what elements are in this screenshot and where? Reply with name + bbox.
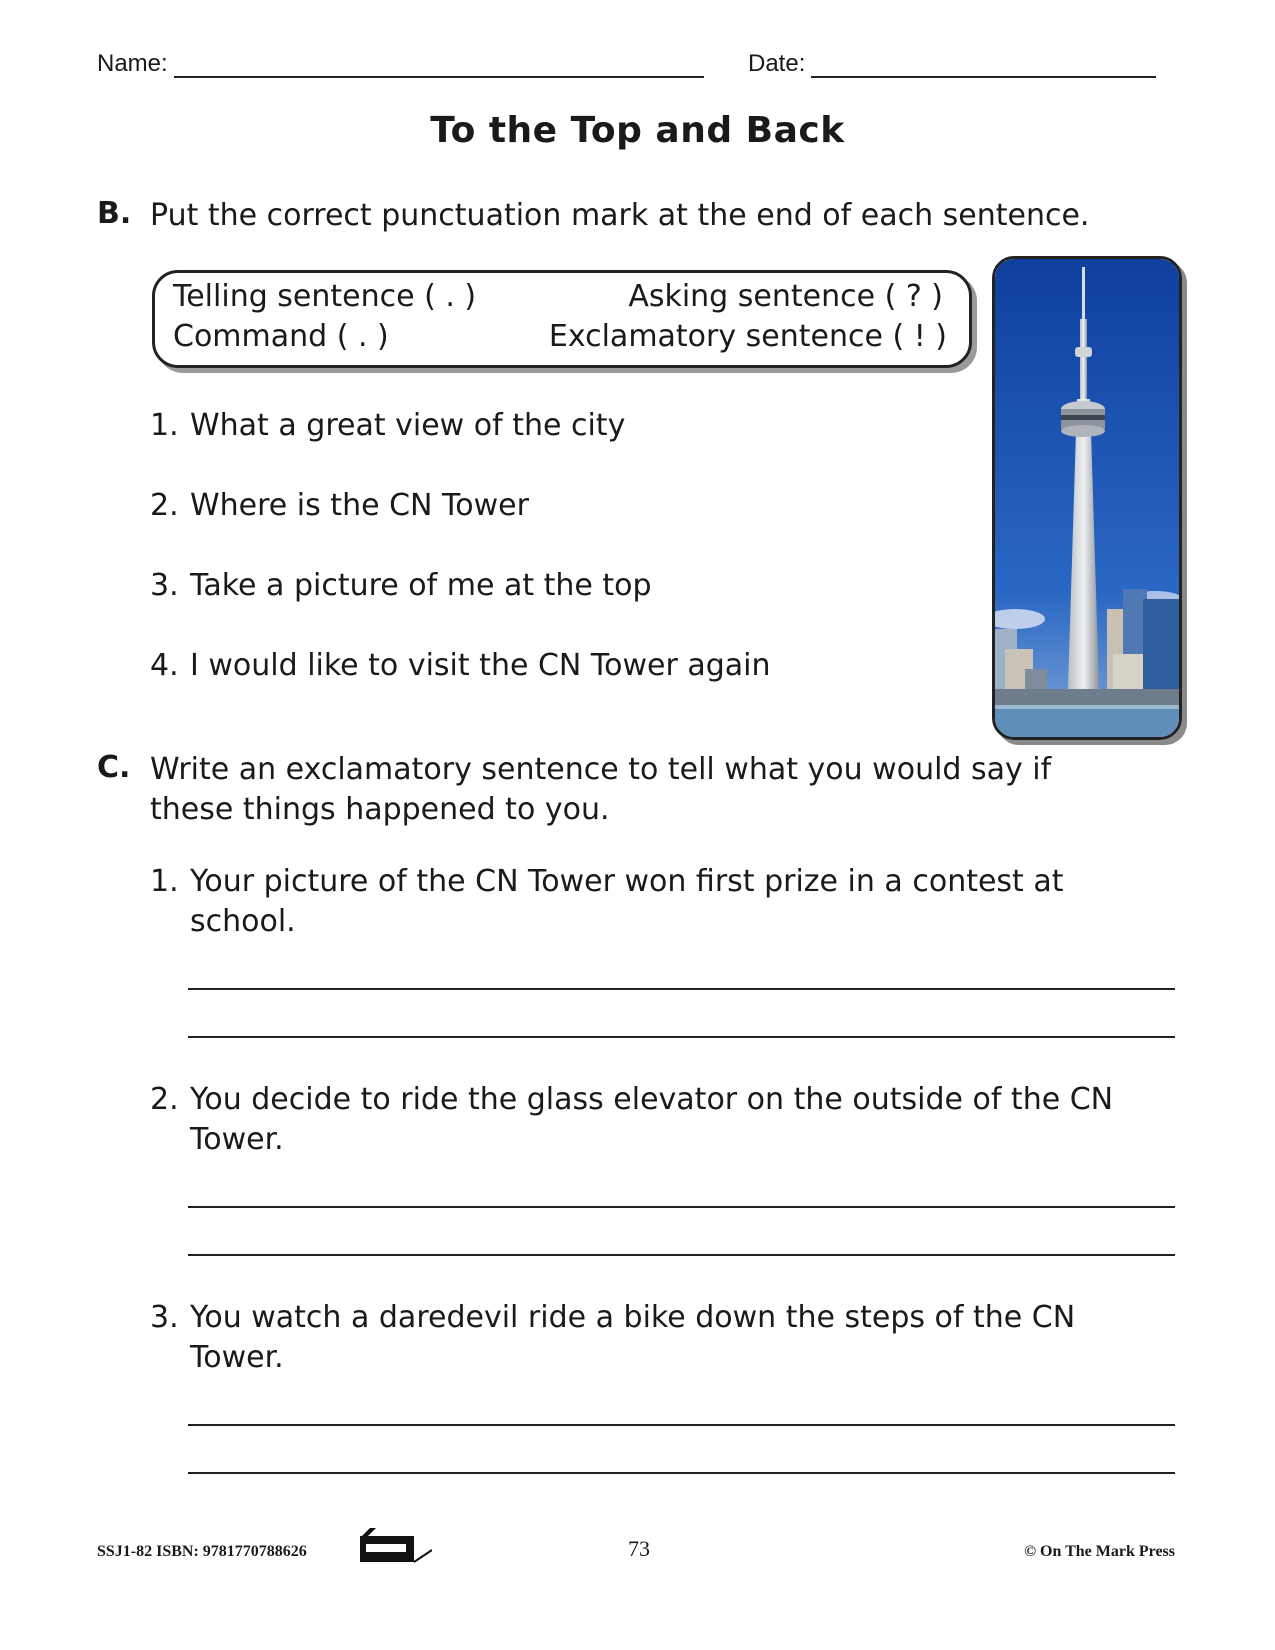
answer-line[interactable] [188,1206,1175,1208]
answer-line[interactable] [188,1424,1175,1426]
item-text: Take a picture of me at the top [190,568,652,603]
on-the-mark-logo-icon [360,1528,432,1564]
list-item[interactable] [150,486,529,526]
date-field[interactable] [748,50,1156,78]
item-text: You decide to ride the glass elevator on the outside of the CN Tower. [190,1082,1114,1157]
date-line[interactable] [811,50,1156,78]
date-label: Date: [748,50,806,77]
answer-line[interactable] [188,1472,1175,1474]
section-c-instruction-line1: Write an exclamatory sentence to tell what you would say if [150,752,1052,787]
footer-copyright: © On The Mark Press [1024,1543,1175,1560]
answer-line[interactable] [188,988,1175,990]
item-number: 2. [150,488,179,523]
punctuation-key-box [152,270,972,368]
item-number: 1. [150,408,179,443]
page-title: To the Top and Back [430,110,845,151]
item-number: 3. [150,568,179,603]
item-text: Your picture of the CN Tower won first prize in a contest at school. [190,864,1064,939]
key-telling: Telling sentence ( . ) [173,279,477,314]
section-b-label: B. [97,196,132,231]
answer-line[interactable] [188,1254,1175,1256]
key-asking: Asking sentence ( ? ) [628,279,943,314]
name-field[interactable] [97,50,704,78]
cn-tower-icon [995,259,1179,737]
item-number: 3. [150,1300,179,1335]
list-item[interactable] [150,406,625,446]
item-text: What a great view of the city [190,408,626,443]
name-label: Name: [97,50,168,77]
answer-line[interactable] [188,1036,1175,1038]
item-text: I would like to visit the CN Tower again [190,648,771,683]
key-command: Command ( . ) [173,319,389,354]
list-item[interactable] [150,566,652,606]
section-c-instruction-line2: these things happened to you. [150,792,610,827]
section-c-label: C. [97,750,131,785]
item-number: 1. [150,864,179,899]
cn-tower-photo [992,256,1182,740]
key-exclamatory: Exclamatory sentence ( ! ) [548,319,947,354]
item-number: 2. [150,1082,179,1117]
item-text: You watch a daredevil ride a bike down the steps of the CN Tower. [190,1300,1076,1375]
page-number: 73 [628,1536,650,1561]
footer-isbn: SSJ1-82 ISBN: 9781770788626 [97,1543,307,1560]
list-item[interactable] [150,646,770,686]
name-line[interactable] [174,50,704,78]
section-b-instruction: Put the correct punctuation mark at the end of each sentence. [150,198,1090,233]
item-number: 4. [150,648,179,683]
item-text: Where is the CN Tower [190,488,529,523]
